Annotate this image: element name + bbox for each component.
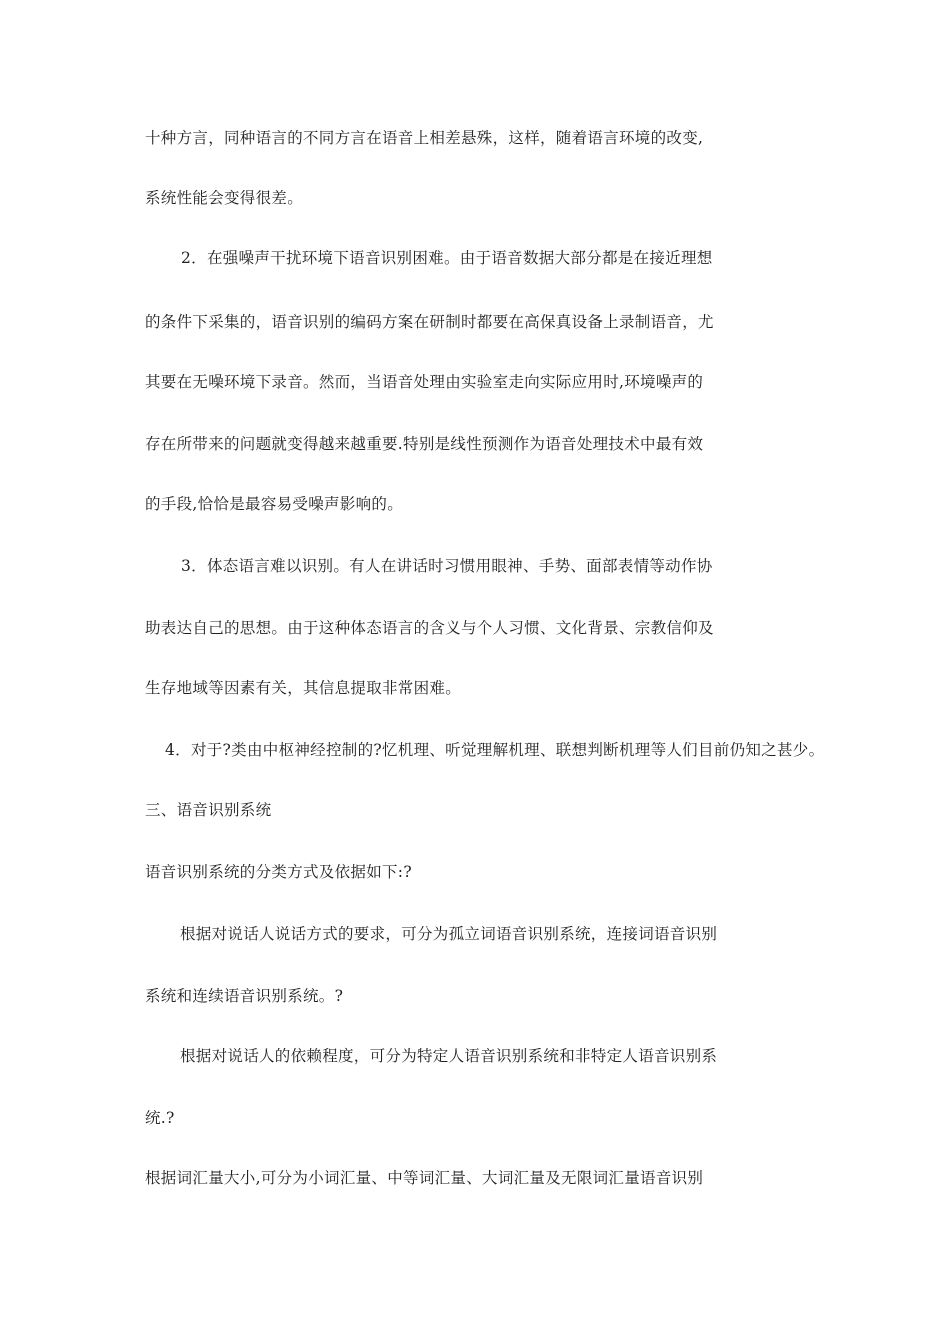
list-item-2-line: 2．在强噪声干扰环境下语音识别困难。由于语音数据大部分都是在接近理想 <box>181 249 713 267</box>
paragraph-line: 系统和连续语音识别系统。? <box>145 987 344 1005</box>
paragraph-line: 根据对说话人的依赖程度，可分为特定人语音识别系统和非特定人语音识别系 <box>180 1047 718 1065</box>
list-item-4-line: 4．对于?类由中枢神经控制的?忆机理、听觉理解机理、联想判断机理等人们目前仍知之甚少。 <box>165 741 825 759</box>
list-item-3-line: 3．体态语言难以识别。有人在讲话时习惯用眼神、手势、面部表情等动作协 <box>181 557 713 575</box>
paragraph-line: 的条件下采集的，语音识别的编码方案在研制时都要在高保真设备上录制语音，尤 <box>145 313 714 331</box>
paragraph-line: 根据对说话人说话方式的要求，可分为孤立词语音识别系统，连接词语音识别 <box>180 925 718 943</box>
paragraph-line: 生存地域等因素有关，其信息提取非常困难。 <box>145 679 462 697</box>
paragraph-line: 的手段,恰恰是最容易受噪声影响的。 <box>145 495 404 513</box>
paragraph-line: 系统性能会变得很差。 <box>145 189 304 207</box>
paragraph-line: 根据词汇量大小,可分为小词汇量、中等词汇量、大词汇量及无限词汇量语音识别 <box>145 1169 704 1187</box>
section-heading: 三、语音识别系统 <box>145 801 272 819</box>
paragraph-line: 语音识别系统的分类方式及依据如下:? <box>145 863 412 881</box>
paragraph-line: 十种方言，同种语言的不同方言在语音上相差悬殊，这样，随着语言环境的改变, <box>145 129 704 147</box>
paragraph-line: 其要在无噪环境下录音。然而，当语音处理由实验室走向实际应用时,环境噪声的 <box>145 373 704 391</box>
paragraph-line: 助表达自己的思想。由于这种体态语言的含义与个人习惯、文化背景、宗教信仰及 <box>145 619 714 637</box>
paragraph-line: 存在所带来的问题就变得越来越重要.特别是线性预测作为语音处理技术中最有效 <box>145 435 704 453</box>
paragraph-line: 统.? <box>145 1109 175 1127</box>
